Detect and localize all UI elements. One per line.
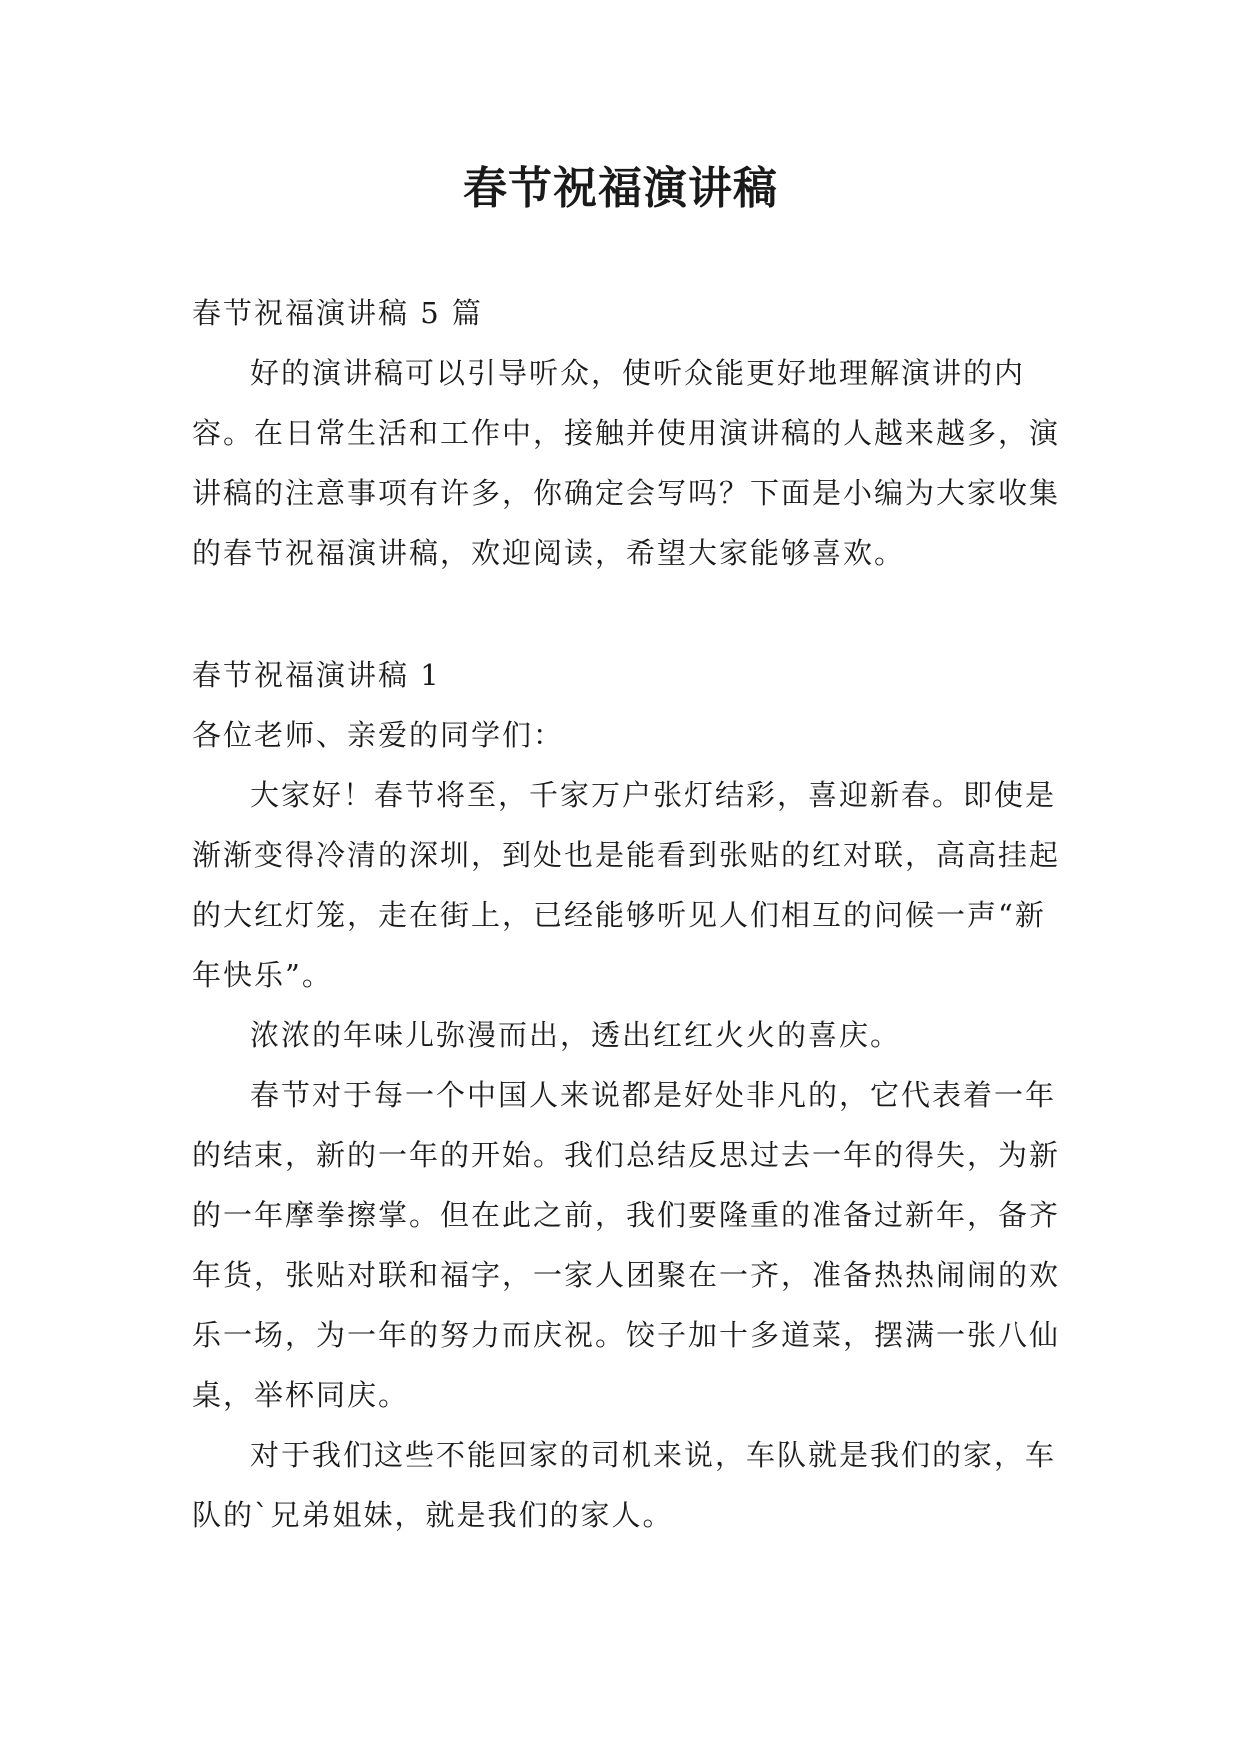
body-paragraph: 对于我们这些不能回家的司机来说，车队就是我们的家，车队的`兄弟姐妹，就是我们的家人。 [192, 1438, 1057, 1532]
section-heading: 春节祝福演讲稿 1 [192, 658, 441, 692]
section-spacer [192, 583, 1062, 645]
body-paragraph: 春节对于每一个中国人来说都是好处非凡的，它代表着一年的结束，新的一年的开始。我们总结反思过去一年的得失，为新的一年摩拳擦掌。但在此之前，我们要隆重的准备过新年，备齐年货，张贴对联和福字，一家人团聚在一齐，准备热热闹闹的欢乐一场，为一年的努力而庆祝。饺子加十多道菜，摆满一张八仙桌，举杯同庆。 [192, 1078, 1061, 1412]
intro-paragraph: 好的演讲稿可以引导听众，使听众能更好地理解演讲的内容。在日常生活和工作中，接触并使用演讲稿的人越来越多，演讲稿的注意事项有许多，你确定会写吗？下面是小编为大家收集的春节祝福演讲稿，欢迎阅读，希望大家能够喜欢。 [192, 356, 1061, 570]
salutation: 各位老师、亲爱的同学们： [192, 718, 565, 752]
document-body [192, 283, 1062, 1545]
body-paragraph: 浓浓的年味儿弥漫而出，透出红红火火的喜庆。 [250, 1018, 902, 1052]
document-title: 春节祝福演讲稿 [463, 163, 778, 214]
body-paragraph: 大家好！春节将至，千家万户张灯结彩，喜迎新春。即使是渐渐变得冷清的深圳，到处也是能看到张贴的红对联，高高挂起的大红灯笼，走在街上，已经能够听见人们相互的问候一声“新年快乐”。 [192, 778, 1061, 992]
subtitle: 春节祝福演讲稿 5 篇 [192, 296, 483, 330]
